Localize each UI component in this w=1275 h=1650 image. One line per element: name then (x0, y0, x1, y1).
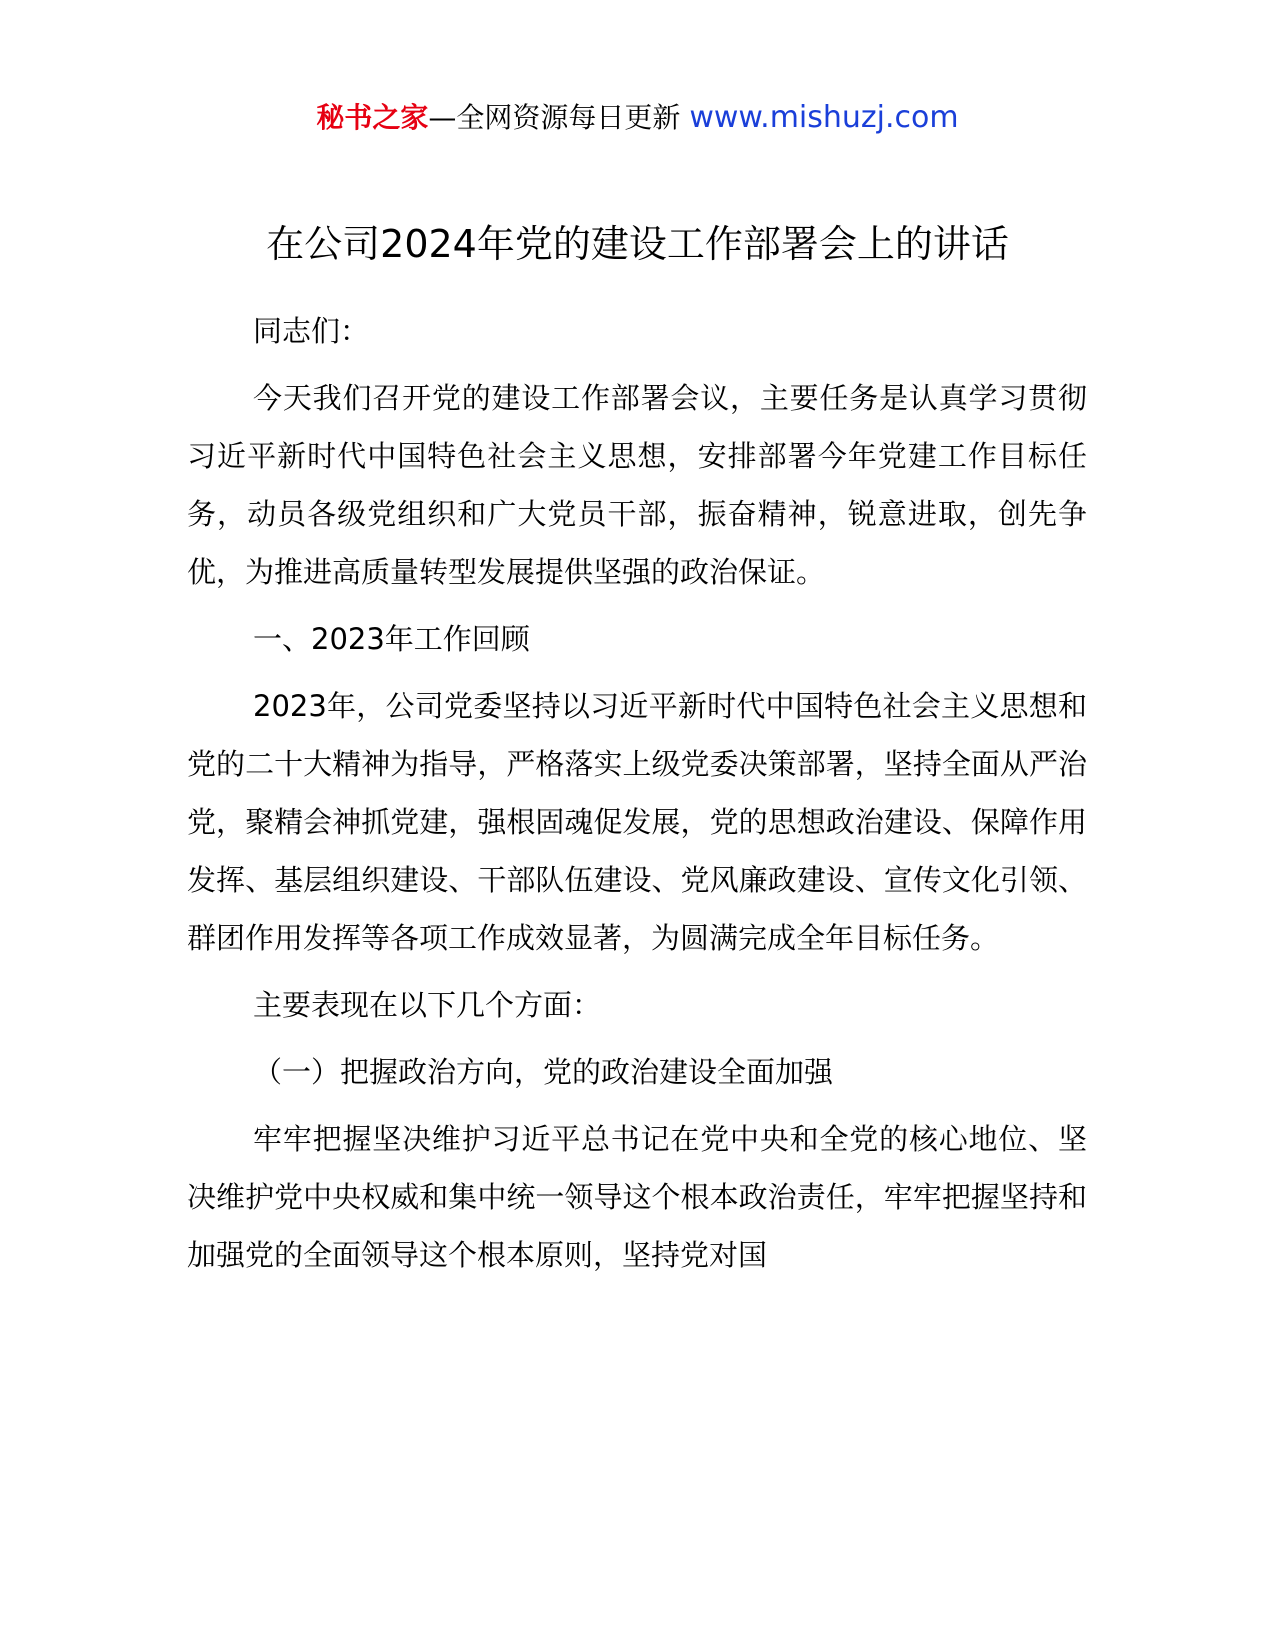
salutation: 同志们： (253, 314, 370, 348)
document-body (187, 302, 1087, 1293)
document-title: 在公司2024年党的建设工作部署会上的讲话 (266, 222, 1009, 266)
brand-name: 秘书之家 (316, 101, 429, 134)
site-header (0, 98, 1275, 138)
aspects-intro: 主要表现在以下几个方面： (253, 988, 602, 1022)
subsection-paragraph: 牢牢把握坚决维护习近平总书记在党中央和全党的核心地位、坚决维护党中央权威和集中统一领导这个根本政治责任，牢牢把握坚持和加强党的全面领导这个根本原则，坚持党对国 (187, 1122, 1087, 1272)
site-url-link[interactable]: www.mishuzj.com (689, 100, 959, 135)
intro-paragraph: 今天我们召开党的建设工作部署会议，主要任务是认真学习贯彻习近平新时代中国特色社会主义思想，安排部署今年党建工作目标任务，动员各级党组织和广大党员干部，振奋精神，锐意进取，创先争优，为推进高质量转型发展提供坚强的政治保证。 (187, 381, 1087, 589)
header-tagline: —全网资源每日更新 (428, 101, 681, 134)
review-paragraph: 2023年，公司党委坚持以习近平新时代中国特色社会主义思想和党的二十大精神为指导，严格落实上级党委决策部署，坚持全面从严治党，聚精会神抓党建，强根固魂促发展，党的思想政治建设、保障作用发挥、基层组织建设、干部队伍建设、党风廉政建设、宣传文化引领、群团作用发挥等各项工作成效显著，为圆满完成全年目标任务。 (187, 689, 1087, 955)
section-heading: 一、2023年工作回顾 (253, 622, 530, 656)
subsection-heading: （一）把握政治方向，党的政治建设全面加强 (253, 1055, 834, 1089)
